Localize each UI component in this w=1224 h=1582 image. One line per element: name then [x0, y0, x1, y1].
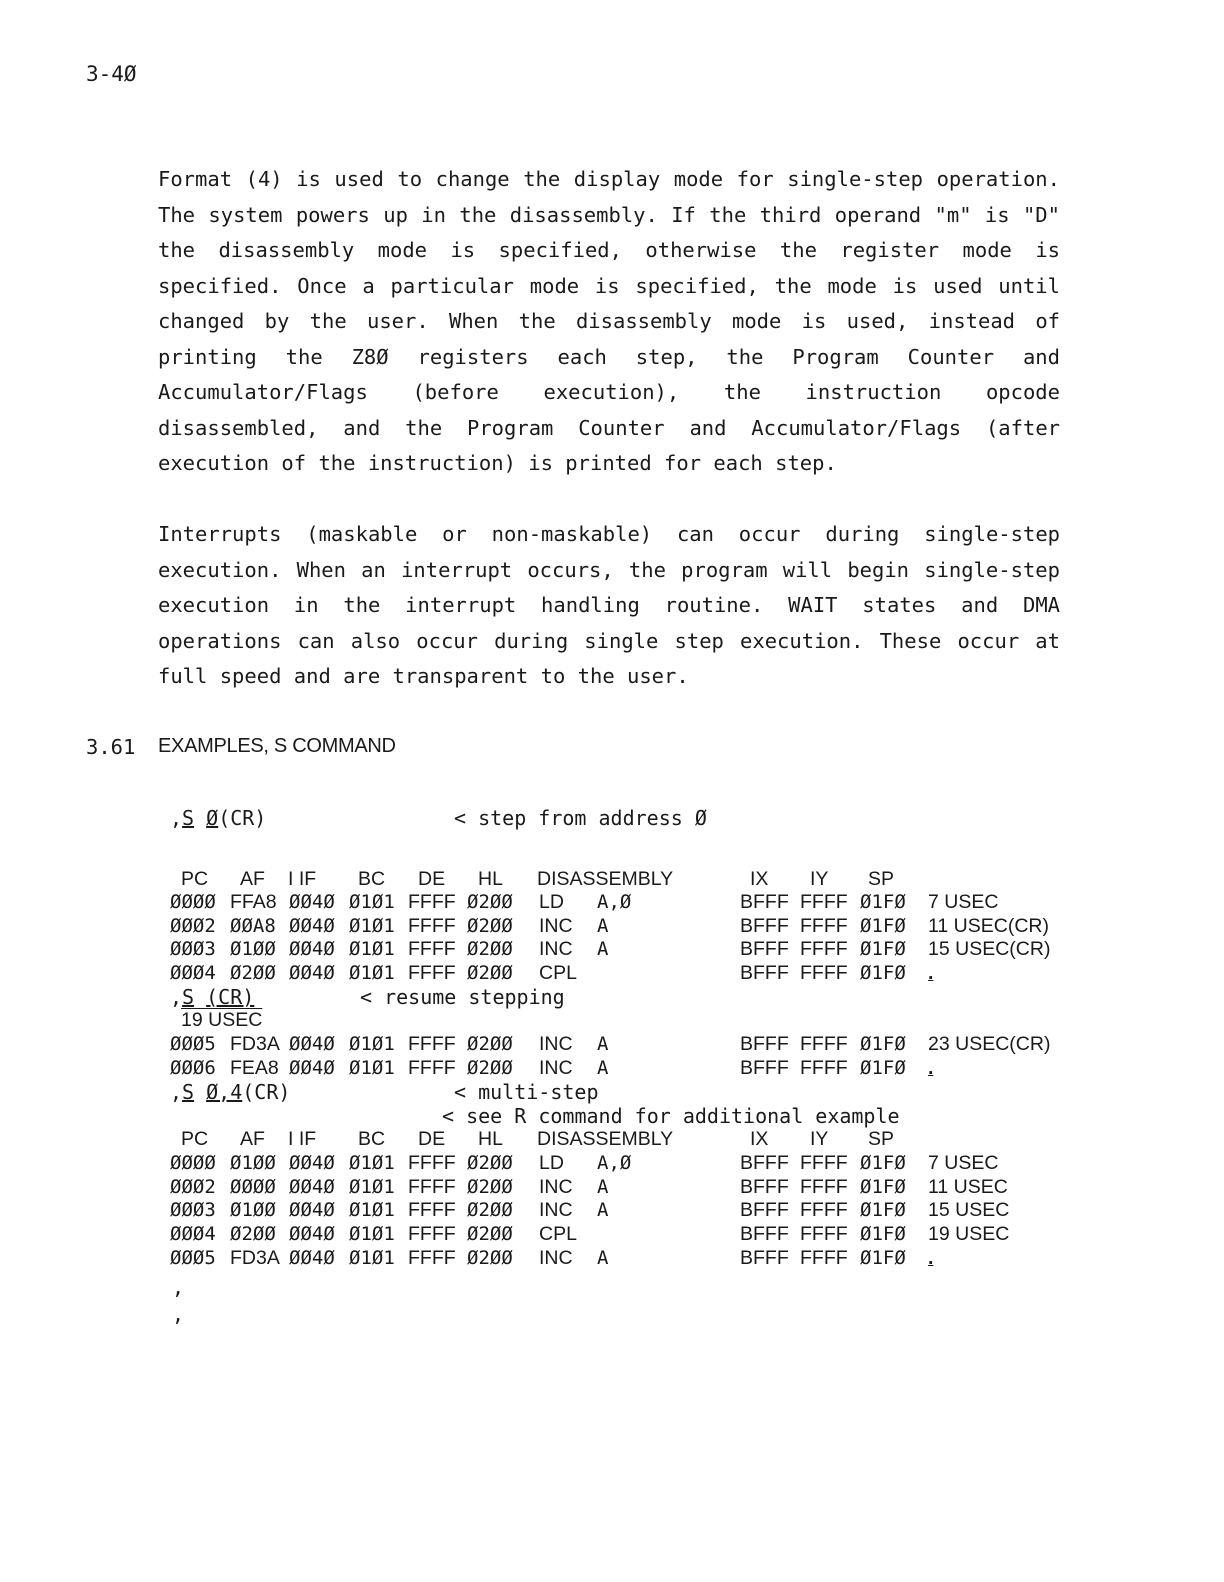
paragraph-text: Format (4) is used to change the display mode for single-step operation. The system powers up in the disassembly. If the third operand "m" is "D" the disassembly mode is specified, otherwise the register mode is specified. Once a particular mode is specified, the mode is used until changed by the user. When the disassembly mode is used, instead of printing the Z8Ø registers each step, the Program Counter and Accumulator/Flags (before execution), the instruction opcode disassembled, and the Program Counter and Accumulator/Flags (after execution of the instruction) is printed for each step.: [158, 167, 1060, 475]
cell-pc: ØØØØ: [170, 1152, 216, 1174]
cell-arg: A,Ø: [597, 1152, 632, 1174]
cell-op: LD: [539, 891, 564, 913]
cell-pc: ØØØ5: [170, 1246, 216, 1269]
cell-arg: A: [597, 1246, 609, 1269]
paragraph-text: Interrupts (maskable or non-maskable) can occur during single-step execution. When an interrupt occurs, the program will begin single-step execution in the interrupt handling routine. WAIT states and DMA operations can also occur during single step execution. These occur at full speed and are transparent to the user.: [158, 522, 1060, 688]
cell-arg: A: [597, 1175, 609, 1198]
cell-de: FFFF: [408, 1056, 456, 1079]
cell-op: CPL: [539, 1223, 577, 1246]
column-header: HL: [478, 868, 503, 890]
cell-iy: FFFF: [800, 1246, 848, 1269]
cell-bc: Ø1Ø1: [349, 1056, 395, 1079]
cmd-prefix: ,: [170, 985, 183, 1009]
cell-iif: ØØ4Ø: [289, 1246, 335, 1269]
cell-de: FFFF: [408, 1033, 456, 1055]
cell-iif: ØØ4Ø: [289, 1056, 335, 1079]
cell-hl: Ø2ØØ: [467, 914, 513, 937]
cell-hl: Ø2ØØ: [467, 1056, 513, 1079]
cell-af: Ø1ØØ: [230, 1152, 276, 1174]
column-header: IX: [750, 868, 769, 890]
cell-sp: Ø1FØ: [860, 1033, 906, 1055]
cell-iy: FFFF: [800, 914, 848, 937]
cell-iy: FFFF: [800, 1199, 848, 1222]
cell-t: 11 USEC: [928, 1175, 1008, 1198]
cell-ix: BFFF: [740, 1246, 789, 1269]
cell-de: FFFF: [408, 962, 456, 985]
cell-bc: Ø1Ø1: [349, 1199, 395, 1222]
cell-arg: A: [597, 1056, 609, 1079]
cell-iif: ØØ4Ø: [289, 1152, 335, 1174]
cell-iy: FFFF: [800, 1175, 848, 1198]
cell-t: 7 USEC: [928, 891, 999, 913]
cell-iif: ØØ4Ø: [289, 891, 335, 913]
cell-af: FD3A: [230, 1033, 280, 1055]
cell-hl: Ø2ØØ: [467, 962, 513, 985]
table-row: [0, 962, 1224, 986]
cell-iif: ØØ4Ø: [289, 914, 335, 937]
cell-sp: Ø1FØ: [860, 914, 906, 937]
command-resume: [170, 985, 254, 1009]
note-see-r-command: < see R command for additional example: [442, 1104, 900, 1128]
table-row: [0, 1033, 1224, 1057]
cell-ix: BFFF: [740, 1223, 789, 1246]
column-header: I IF: [288, 1128, 317, 1150]
column-header: PC: [181, 1128, 209, 1150]
cell-bc: Ø1Ø1: [349, 938, 395, 961]
cell-sp: Ø1FØ: [860, 962, 906, 985]
cell-pc: ØØØ3: [170, 938, 216, 961]
cell-af: FFA8: [230, 891, 277, 913]
cell-ix: BFFF: [740, 1152, 789, 1174]
table-header-1: [0, 868, 1224, 892]
cell-t: .: [928, 1056, 934, 1079]
column-header: DISASSEMBLY: [537, 868, 674, 890]
resume-usec: 19 USEC: [181, 1009, 263, 1031]
cell-de: FFFF: [408, 1223, 456, 1246]
cell-de: FFFF: [408, 1152, 456, 1174]
cell-t: .: [928, 962, 934, 985]
cell-sp: Ø1FØ: [860, 1175, 906, 1198]
cell-ix: BFFF: [740, 962, 789, 985]
cell-arg: A: [597, 1033, 609, 1055]
command-step-from-zero: [170, 806, 266, 830]
cell-pc: ØØØ2: [170, 914, 216, 937]
cell-bc: Ø1Ø1: [349, 1152, 395, 1174]
cell-t: 19 USEC: [928, 1223, 1010, 1246]
cell-sp: Ø1FØ: [860, 1056, 906, 1079]
column-header: IY: [810, 1128, 829, 1150]
cell-arg: A: [597, 938, 609, 961]
cell-de: FFFF: [408, 1246, 456, 1269]
cell-iif: ØØ4Ø: [289, 1223, 335, 1246]
column-header: IX: [750, 1128, 769, 1150]
cell-sp: Ø1FØ: [860, 891, 906, 913]
cell-ix: BFFF: [740, 938, 789, 961]
column-header: IY: [810, 868, 829, 890]
cell-bc: Ø1Ø1: [349, 1175, 395, 1198]
column-header: BC: [358, 1128, 386, 1150]
column-header: DISASSEMBLY: [537, 1128, 674, 1150]
cell-pc: ØØØ3: [170, 1199, 216, 1222]
cell-af: FD3A: [230, 1246, 280, 1269]
cmd-prefix: ,: [170, 806, 183, 830]
table-header-2: [0, 1128, 1224, 1152]
column-header: BC: [358, 868, 386, 890]
cmd-rest: (CR): [218, 806, 267, 830]
cell-af: ØØØØ: [230, 1175, 276, 1198]
cell-t: 15 USEC(CR): [928, 938, 1051, 961]
cell-op: INC: [539, 914, 573, 937]
command-multi-step: [170, 1080, 290, 1104]
table-row: [0, 1199, 1224, 1223]
cell-iy: FFFF: [800, 938, 848, 961]
cell-pc: ØØØ4: [170, 1223, 216, 1246]
cell-iif: ØØ4Ø: [289, 962, 335, 985]
table-row: [0, 1247, 1224, 1271]
cell-arg: A,Ø: [597, 891, 632, 913]
cmd-rest: (CR): [242, 1080, 291, 1104]
column-header: SP: [868, 1128, 895, 1150]
cell-op: INC: [539, 1199, 573, 1222]
prompt: ,: [172, 1275, 185, 1299]
cell-ix: BFFF: [740, 1033, 789, 1055]
column-header: AF: [240, 868, 265, 890]
section-number: 3.61: [86, 735, 136, 759]
cell-iy: FFFF: [800, 1223, 848, 1246]
cell-arg: A: [597, 914, 609, 937]
note-resume-stepping: < resume stepping: [360, 985, 565, 1009]
cell-hl: Ø2ØØ: [467, 891, 513, 913]
cell-pc: ØØØØ: [170, 891, 216, 913]
column-header: DE: [418, 1128, 446, 1150]
note-multi-step: < multi-step: [454, 1080, 599, 1104]
cell-op: LD: [539, 1152, 564, 1174]
cell-iy: FFFF: [800, 1056, 848, 1079]
table-row: [0, 915, 1224, 939]
cell-af: ØØA8: [230, 914, 276, 937]
cell-op: CPL: [539, 962, 577, 985]
table-row: [0, 938, 1224, 962]
cell-iif: ØØ4Ø: [289, 1175, 335, 1198]
cmd-s: S: [182, 1080, 195, 1104]
section-title: EXAMPLES, S COMMAND: [158, 735, 396, 757]
cell-iy: FFFF: [800, 1033, 848, 1055]
table-row: [0, 1057, 1224, 1081]
cell-hl: Ø2ØØ: [467, 1033, 513, 1055]
cell-hl: Ø2ØØ: [467, 1223, 513, 1246]
prompt: ,: [172, 1302, 185, 1326]
column-header: SP: [868, 868, 895, 890]
table-row: [0, 891, 1224, 915]
cell-t: 23 USEC(CR): [928, 1033, 1051, 1055]
cell-op: INC: [539, 1246, 573, 1269]
table-row: [0, 1176, 1224, 1200]
cell-iy: FFFF: [800, 1152, 848, 1174]
cell-de: FFFF: [408, 1199, 456, 1222]
cell-af: Ø1ØØ: [230, 1199, 276, 1222]
cell-pc: ØØØ5: [170, 1033, 216, 1055]
cell-t: 15 USEC: [928, 1199, 1010, 1222]
cell-bc: Ø1Ø1: [349, 1223, 395, 1246]
cell-arg: A: [597, 1199, 609, 1222]
table-row: [0, 1152, 1224, 1176]
cell-sp: Ø1FØ: [860, 1223, 906, 1246]
cell-ix: BFFF: [740, 891, 789, 913]
cell-ix: BFFF: [740, 1056, 789, 1079]
cell-iy: FFFF: [800, 962, 848, 985]
cell-bc: Ø1Ø1: [349, 1246, 395, 1269]
table-row: [0, 1223, 1224, 1247]
cell-ix: BFFF: [740, 1175, 789, 1198]
cell-hl: Ø2ØØ: [467, 1246, 513, 1269]
column-header: HL: [478, 1128, 503, 1150]
column-header: DE: [418, 868, 446, 890]
cell-iif: ØØ4Ø: [289, 938, 335, 961]
column-header: I IF: [288, 868, 317, 890]
cell-iif: ØØ4Ø: [289, 1199, 335, 1222]
note-step-from-address: < step from address Ø: [454, 806, 707, 830]
cell-sp: Ø1FØ: [860, 1199, 906, 1222]
cell-bc: Ø1Ø1: [349, 891, 395, 913]
cell-hl: Ø2ØØ: [467, 1175, 513, 1198]
cell-af: Ø2ØØ: [230, 962, 276, 985]
cell-af: FEA8: [230, 1056, 279, 1079]
cmd-args: Ø,4: [206, 1080, 243, 1104]
column-header: PC: [181, 868, 209, 890]
cell-de: FFFF: [408, 891, 456, 913]
cell-t: .: [928, 1246, 934, 1269]
cell-op: INC: [539, 1056, 573, 1079]
cmd-s: S: [182, 985, 195, 1009]
cell-iy: FFFF: [800, 891, 848, 913]
cell-op: INC: [539, 1175, 573, 1198]
cell-bc: Ø1Ø1: [349, 962, 395, 985]
cell-ix: BFFF: [740, 1199, 789, 1222]
cell-op: INC: [539, 1033, 573, 1055]
page-number: 3-4Ø: [86, 62, 137, 86]
cell-bc: Ø1Ø1: [349, 1033, 395, 1055]
paragraph-format-4: [158, 162, 1060, 482]
cell-sp: Ø1FØ: [860, 1152, 906, 1174]
cell-bc: Ø1Ø1: [349, 914, 395, 937]
cell-sp: Ø1FØ: [860, 938, 906, 961]
cell-t: 7 USEC: [928, 1152, 999, 1174]
paragraph-interrupts: [158, 517, 1060, 695]
cell-af: Ø1ØØ: [230, 938, 276, 961]
cell-pc: ØØØ6: [170, 1056, 216, 1079]
cmd-prefix: ,: [170, 1080, 183, 1104]
cell-de: FFFF: [408, 938, 456, 961]
cell-pc: ØØØ4: [170, 962, 216, 985]
cmd-s: S: [182, 806, 195, 830]
cmd-rest: (CR): [206, 985, 255, 1009]
cell-de: FFFF: [408, 1175, 456, 1198]
cell-t: 11 USEC(CR): [928, 914, 1049, 937]
cell-pc: ØØØ2: [170, 1175, 216, 1198]
cell-af: Ø2ØØ: [230, 1223, 276, 1246]
cell-sp: Ø1FØ: [860, 1246, 906, 1269]
cell-de: FFFF: [408, 914, 456, 937]
cell-iif: ØØ4Ø: [289, 1033, 335, 1055]
cell-hl: Ø2ØØ: [467, 938, 513, 961]
cell-op: INC: [539, 938, 573, 961]
cell-hl: Ø2ØØ: [467, 1152, 513, 1174]
cell-hl: Ø2ØØ: [467, 1199, 513, 1222]
cmd-arg: Ø: [206, 806, 219, 830]
column-header: AF: [240, 1128, 265, 1150]
cell-ix: BFFF: [740, 914, 789, 937]
